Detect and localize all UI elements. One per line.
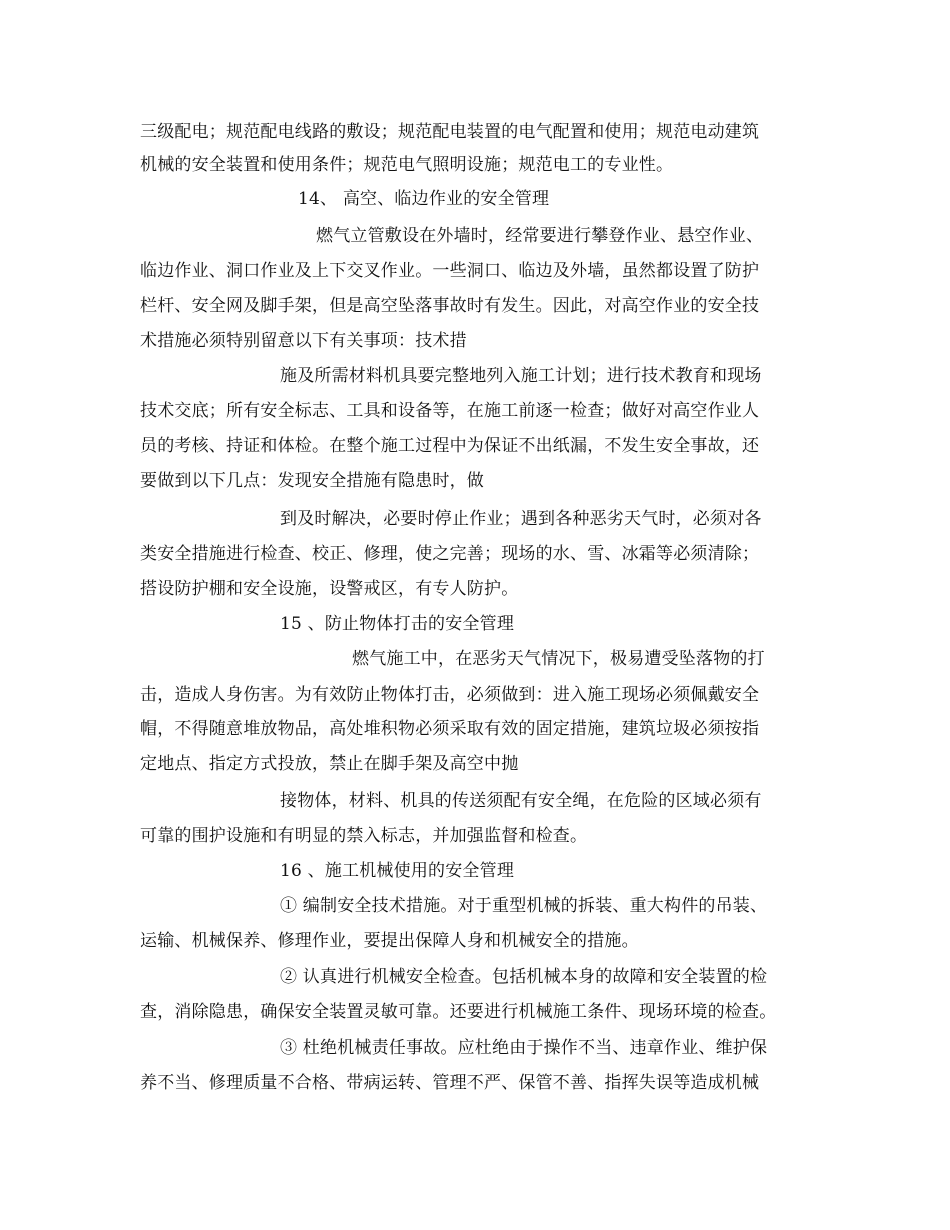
text-line: 搭设防护棚和安全设施，设警戒区，有专人防护。 <box>140 579 519 599</box>
text-line: 三级配电；规范配电线路的敷设；规范配电装置的电气配置和使用；规范电动建筑 <box>140 122 760 142</box>
list-item-2: ② 认真进行机械安全检查。包括机械本身的故障和安全装置的检 <box>280 967 768 987</box>
text-line: 栏杆、安全网及脚手架，但是高空坠落事故时有发生。因此，对高空作业的安全技 <box>140 296 760 316</box>
text-line: 养不当、修理质量不合格、带病运转、管理不严、保管不善、指挥失误等造成机械 <box>140 1073 760 1093</box>
text-line: 机械的安全装置和使用条件；规范电气照明设施；规范电工的专业性。 <box>140 155 674 175</box>
list-item-1: ① 编制安全技术措施。对于重型机械的拆装、重大构件的吊装、 <box>280 896 768 916</box>
section-heading-16: 16 、施工机械使用的安全管理 <box>280 861 515 881</box>
text-line: 员的考核、持证和体检。在整个施工过程中为保证不出纸漏，不发生安全事故，还 <box>140 436 760 456</box>
list-item-3: ③ 杜绝机械责任事故。应杜绝由于操作不当、违章作业、维护保 <box>280 1038 768 1058</box>
text-line: 击，造成人身伤害。为有效防止物体打击，必须做到：进入施工现场必须佩戴安全 <box>140 685 760 705</box>
text-line: 要做到以下几点：发现安全措施有隐患时，做 <box>140 471 484 491</box>
text-line: 查，消除隐患，确保安全装置灵敏可靠。还要进行机械施工条件、现场环境的检查。 <box>140 1002 777 1022</box>
text-line: 燃气立管敷设在外墙时，经常要进行攀登作业、悬空作业、 <box>316 226 764 246</box>
text-line: 定地点、指定方式投放，禁止在脚手架及高空中抛 <box>140 754 519 774</box>
text-line: 到及时解决，必要时停止作业；遇到各种恶劣天气时，必须对各 <box>280 509 762 529</box>
text-line: 接物体，材料、机具的传送须配有安全绳，在危险的区域必须有 <box>280 791 762 811</box>
text-line: 燃气施工中，在恶劣天气情况下，极易遭受坠落物的打 <box>352 649 765 669</box>
section-heading-15: 15 、防止物体打击的安全管理 <box>280 614 515 634</box>
text-line: 技术交底；所有安全标志、工具和设备等，在施工前逐一检查；做好对高空作业人 <box>140 401 760 421</box>
text-line: 运输、机械保养、修理作业，要提出保障人身和机械安全的措施。 <box>140 931 639 951</box>
text-line: 类安全措施进行检查、校正、修理，使之完善；现场的水、雪、冰霜等必须清除； <box>140 544 760 564</box>
text-line: 帽，不得随意堆放物品，高处堆积物必须采取有效的固定措施，建筑垃圾必须按指 <box>140 719 760 739</box>
section-heading-14: 14、 高空、临边作业的安全管理 <box>298 189 550 209</box>
text-line: 术措施必须特别留意以下有关事项：技术措 <box>140 331 467 351</box>
text-line: 可靠的围护设施和有明显的禁入标志，并加强监督和检查。 <box>140 826 588 846</box>
text-line: 施及所需材料机具要完整地列入施工计划；进行技术教育和现场 <box>280 366 762 386</box>
text-line: 临边作业、洞口作业及上下交叉作业。一些洞口、临边及外墙，虽然都设置了防护 <box>140 261 760 281</box>
